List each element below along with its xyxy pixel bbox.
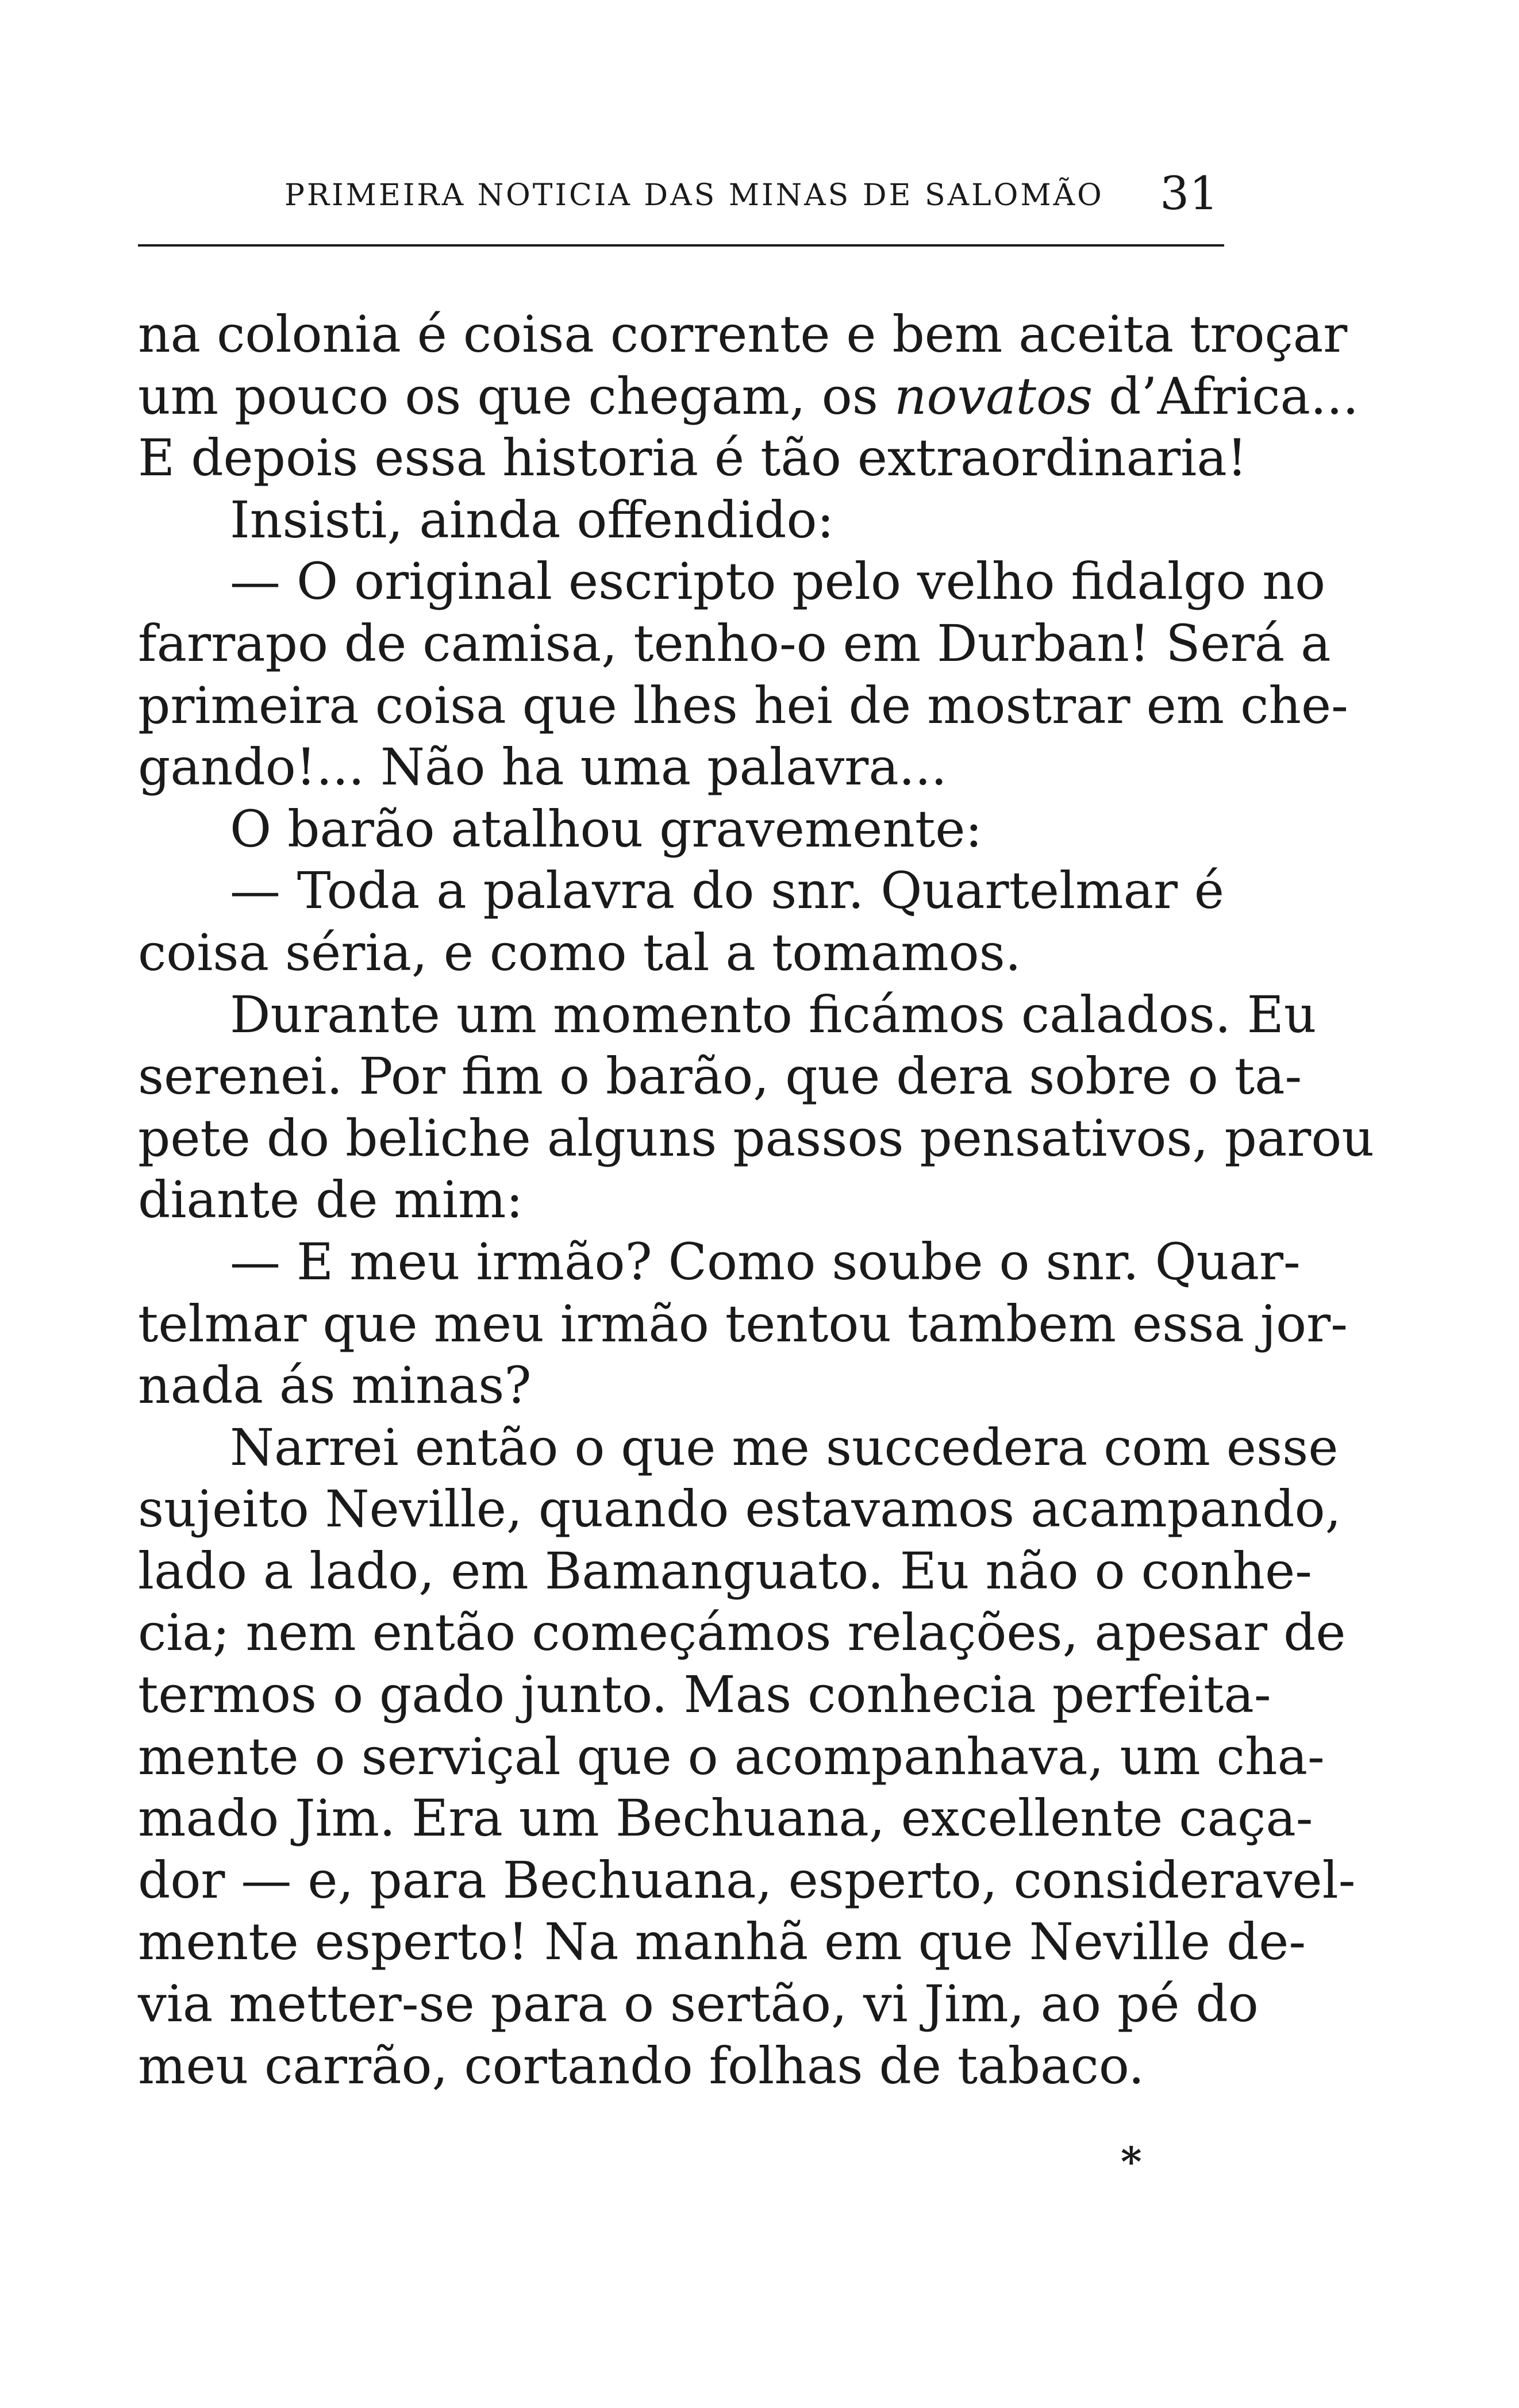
italic-word: novatos bbox=[894, 366, 1093, 426]
text-line: termos o gado junto. Mas conhecia perfeita- bbox=[138, 1665, 1271, 1725]
text-line: E depois essa historia é tão extraordinaria! bbox=[138, 428, 1248, 488]
text-line: pete do beliche alguns passos pensativos, parou bbox=[138, 1108, 1375, 1168]
text-line: coisa séria, e como tal a tomamos. bbox=[138, 922, 1021, 982]
text-line: mado Jim. Era um Bechuana, excellente caça- bbox=[138, 1788, 1313, 1848]
text-line: mente o serviçal que o acompanhava, um cha- bbox=[138, 1726, 1325, 1786]
text-line: primeira coisa que lhes hei de mostrar em che- bbox=[138, 675, 1348, 735]
text-line: farrapo de camisa, tenho-o em Durban! Será a bbox=[138, 613, 1331, 673]
text-line: nada ás minas? bbox=[138, 1356, 532, 1415]
text-line: meu carrão, cortando folhas de tabaco. bbox=[138, 2036, 1145, 2095]
text-line: diante de mim: bbox=[138, 1170, 524, 1230]
text-line: na colonia é coisa corrente e bem aceita troçar bbox=[138, 305, 1348, 364]
text-line: via metter-se para o sertão, vi Jim, ao pé do bbox=[138, 1974, 1259, 2034]
header-rule bbox=[138, 244, 1224, 247]
text-segment: um pouco os que chegam, os bbox=[138, 366, 894, 426]
page-number: 31 bbox=[1160, 167, 1218, 220]
text-line: lado a lado, em Bamanguato. Eu não o conhe- bbox=[138, 1541, 1312, 1601]
text-line: O barão atalhou gravemente: bbox=[230, 799, 983, 859]
text-line: Insisti, ainda offendido: bbox=[230, 490, 835, 549]
text-line: — Toda a palavra do snr. Quartelmar é bbox=[230, 861, 1224, 921]
text-line: sujeito Neville, quando estavamos acampando, bbox=[138, 1479, 1341, 1539]
body-text bbox=[138, 303, 1375, 2097]
text-line: — E meu irmão? Como soube o snr. Quar- bbox=[230, 1232, 1301, 1291]
signature-mark: * bbox=[1121, 2138, 1142, 2186]
text-line: dor — e, para Bechuana, esperto, consideravel- bbox=[138, 1850, 1356, 1910]
text-line: serenei. Por fim o barão, que dera sobre o ta- bbox=[138, 1047, 1302, 1106]
running-title: PRIMEIRA NOTICIA DAS MINAS DE SALOMÃO bbox=[284, 178, 1104, 213]
text-line: Durante um momento ficámos calados. Eu bbox=[230, 984, 1317, 1044]
text-line: telmar que meu irmão tentou tambem essa jor- bbox=[138, 1294, 1348, 1353]
text-line: gando!... Não ha uma palavra... bbox=[138, 737, 947, 797]
text-line: — O original escripto pelo velho fidalgo no bbox=[230, 552, 1326, 611]
text-line: Narrei então o que me succedera com esse bbox=[230, 1417, 1339, 1477]
text-line: cia; nem então começámos relações, apesar de bbox=[138, 1603, 1346, 1663]
text-line bbox=[138, 366, 1359, 428]
running-head bbox=[138, 161, 1224, 224]
text-segment: d’Africa... bbox=[1093, 366, 1359, 426]
text-line: mente esperto! Na manhã em que Neville de- bbox=[138, 1912, 1306, 1972]
